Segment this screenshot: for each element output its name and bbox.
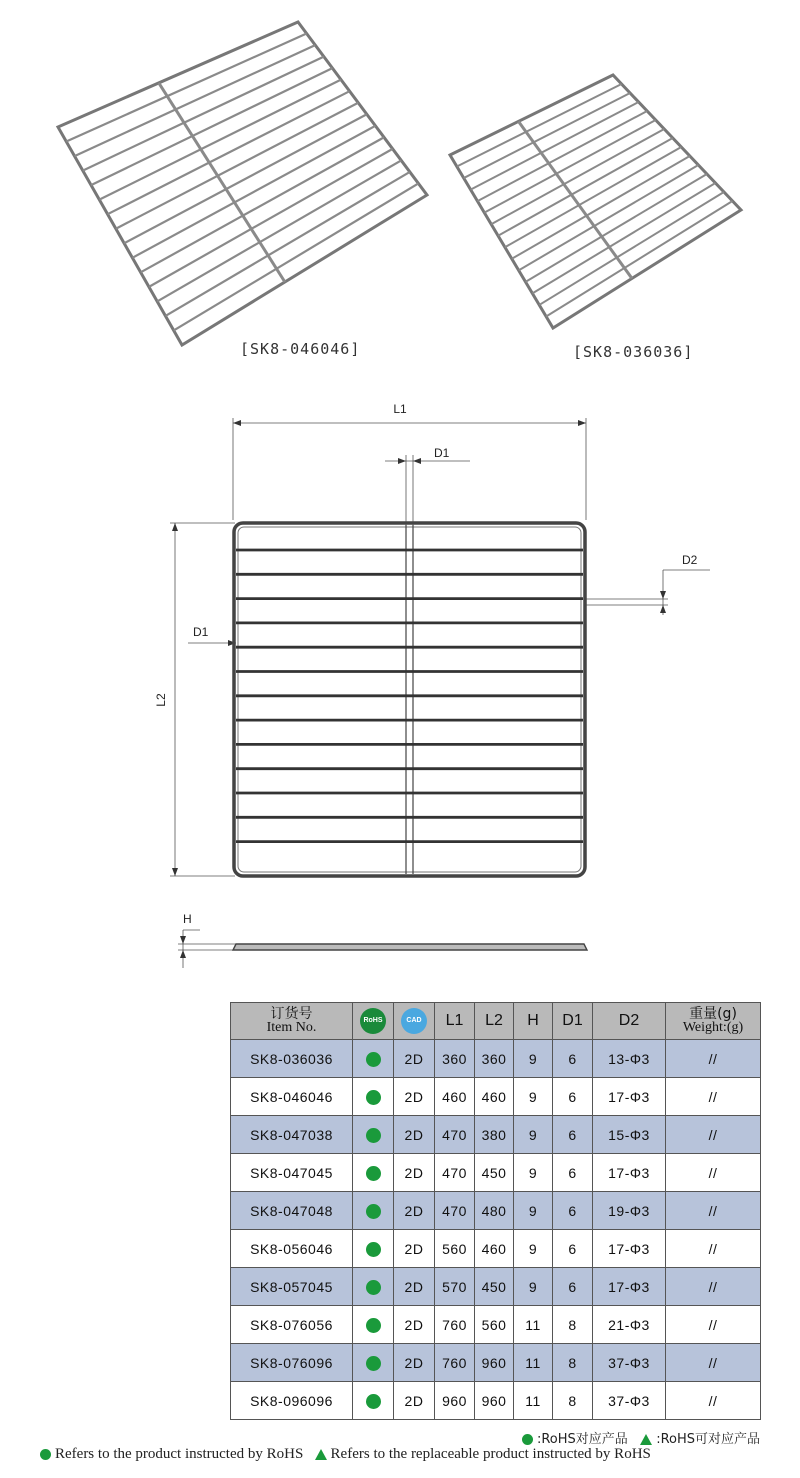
grid-wire	[132, 126, 375, 258]
rohs-icon: RoHS	[360, 1008, 386, 1034]
grid-wire	[141, 137, 384, 272]
cell-d2: 17-Φ3	[593, 1268, 666, 1306]
grid-wire	[546, 201, 732, 316]
rohs-dot-icon	[522, 1434, 533, 1445]
header-rohs	[353, 1003, 394, 1040]
cell-item: SK8-036036	[231, 1040, 353, 1078]
rohs-cell	[353, 1268, 394, 1306]
dim-label-l2: L2	[154, 693, 168, 707]
cell-h: 9	[514, 1192, 553, 1230]
table-row	[231, 1192, 761, 1230]
header-item-en: Item No.	[266, 1020, 317, 1035]
cell-h: 9	[514, 1040, 553, 1078]
grid-wire	[116, 103, 358, 229]
technical-drawing	[0, 390, 800, 980]
rohs-cell	[353, 1078, 394, 1116]
legend-cn-replaceable: :RoHS可对应产品	[656, 1432, 760, 1447]
header-item-cn: 订货号	[270, 1006, 313, 1022]
dim-label-h: H	[183, 912, 192, 926]
rohs-cell	[353, 1344, 394, 1382]
rohs-dot-icon	[366, 1166, 381, 1181]
cell-d2: 15-Φ3	[593, 1116, 666, 1154]
rohs-dot-icon	[366, 1052, 381, 1067]
header-weight-en: Weight:(g)	[682, 1020, 744, 1035]
header-item-no	[231, 1003, 353, 1040]
cell-d1: 6	[553, 1154, 593, 1192]
cell-d1: 8	[553, 1306, 593, 1344]
cell-cad: 2D	[394, 1306, 435, 1344]
product-photo-sk8-046046	[50, 15, 440, 350]
cell-weight: //	[666, 1230, 761, 1268]
cell-d1: 8	[553, 1382, 593, 1420]
cell-weight: //	[666, 1268, 761, 1306]
cell-cad: 2D	[394, 1078, 435, 1116]
rohs-cell	[353, 1306, 394, 1344]
cell-d1: 8	[553, 1344, 593, 1382]
cell-d1: 6	[553, 1116, 593, 1154]
grid-frame	[450, 75, 741, 328]
cell-d1: 6	[553, 1192, 593, 1230]
rohs-dot-icon	[366, 1128, 381, 1143]
table-row	[231, 1154, 761, 1192]
table-row	[231, 1116, 761, 1154]
table-row	[231, 1382, 761, 1420]
rohs-dot-icon	[40, 1449, 51, 1460]
cell-l1: 470	[435, 1192, 475, 1230]
cell-cad: 2D	[394, 1040, 435, 1078]
header-l1: L1	[435, 1003, 475, 1040]
legend-en	[40, 1446, 762, 1463]
rohs-cell	[353, 1382, 394, 1420]
cell-d1: 6	[553, 1040, 593, 1078]
cell-l2: 960	[475, 1344, 514, 1382]
cell-item: SK8-047038	[231, 1116, 353, 1154]
cell-l2: 460	[475, 1078, 514, 1116]
header-d2: D2	[593, 1003, 666, 1040]
cell-h: 11	[514, 1344, 553, 1382]
cell-d2: 17-Φ3	[593, 1078, 666, 1116]
grid-wire	[157, 160, 401, 301]
cell-item: SK8-047045	[231, 1154, 353, 1192]
cell-cad: 2D	[394, 1344, 435, 1382]
dim-label-l1: L1	[393, 402, 407, 416]
header-weight	[666, 1003, 761, 1040]
cell-l1: 760	[435, 1344, 475, 1382]
cell-item: SK8-076096	[231, 1344, 353, 1382]
cell-l2: 380	[475, 1116, 514, 1154]
cell-item: SK8-047048	[231, 1192, 353, 1230]
grid-wire	[491, 129, 664, 224]
cell-l1: 960	[435, 1382, 475, 1420]
cell-weight: //	[666, 1078, 761, 1116]
cell-l2: 450	[475, 1268, 514, 1306]
table-row	[231, 1078, 761, 1116]
grid-wire	[471, 102, 639, 190]
table-row	[231, 1040, 761, 1078]
cell-item: SK8-056046	[231, 1230, 353, 1268]
cell-d2: 17-Φ3	[593, 1154, 666, 1192]
cell-cad: 2D	[394, 1230, 435, 1268]
product-caption-2: [SK8-036036]	[573, 343, 694, 361]
grid-wire	[165, 172, 409, 316]
cell-item: SK8-096096	[231, 1382, 353, 1420]
replaceable-triangle-icon	[640, 1434, 652, 1445]
dim-label-d1-left: D1	[193, 625, 209, 639]
cell-h: 9	[514, 1116, 553, 1154]
cell-h: 11	[514, 1382, 553, 1420]
rohs-dot-icon	[366, 1242, 381, 1257]
cell-cad: 2D	[394, 1192, 435, 1230]
cell-l2: 960	[475, 1382, 514, 1420]
rohs-dot-icon	[366, 1356, 381, 1371]
header-l2: L2	[475, 1003, 514, 1040]
cell-h: 9	[514, 1268, 553, 1306]
grid-wire	[532, 183, 715, 293]
table-row	[231, 1344, 761, 1382]
cell-d2: 13-Φ3	[593, 1040, 666, 1078]
cell-l2: 460	[475, 1230, 514, 1268]
cell-weight: //	[666, 1192, 761, 1230]
grid-wire	[477, 111, 647, 201]
rohs-cell	[353, 1154, 394, 1192]
cell-h: 9	[514, 1230, 553, 1268]
grid-frame	[58, 22, 427, 345]
grid-wire	[174, 183, 419, 330]
cell-weight: //	[666, 1306, 761, 1344]
cell-l2: 560	[475, 1306, 514, 1344]
legend-cn-rohs: :RoHS对应产品	[536, 1432, 628, 1447]
spec-table	[230, 1002, 761, 1420]
cell-h: 9	[514, 1078, 553, 1116]
dim-label-d1-top: D1	[434, 446, 450, 460]
grid-wire	[484, 120, 655, 213]
grid-wire	[539, 192, 724, 305]
rohs-dot-icon	[366, 1394, 381, 1409]
header-h: H	[514, 1003, 553, 1040]
rohs-dot-icon	[366, 1090, 381, 1105]
cell-item: SK8-046046	[231, 1078, 353, 1116]
rohs-dot-icon	[366, 1280, 381, 1295]
cell-d1: 6	[553, 1268, 593, 1306]
cell-l1: 470	[435, 1116, 475, 1154]
legend-en-replaceable: Refers to the replaceable product instructed by RoHS	[330, 1446, 651, 1462]
cell-weight: //	[666, 1382, 761, 1420]
cell-d2: 37-Φ3	[593, 1344, 666, 1382]
table-row	[231, 1306, 761, 1344]
cell-h: 11	[514, 1306, 553, 1344]
cell-l2: 480	[475, 1192, 514, 1230]
legend-cn	[522, 1428, 760, 1447]
cell-cad: 2D	[394, 1382, 435, 1420]
cell-item: SK8-057045	[231, 1268, 353, 1306]
rohs-cell	[353, 1230, 394, 1268]
cell-l1: 360	[435, 1040, 475, 1078]
table-row	[231, 1268, 761, 1306]
cell-d2: 21-Φ3	[593, 1306, 666, 1344]
cell-weight: //	[666, 1040, 761, 1078]
cell-d2: 19-Φ3	[593, 1192, 666, 1230]
rohs-dot-icon	[366, 1204, 381, 1219]
cell-weight: //	[666, 1154, 761, 1192]
cell-l1: 570	[435, 1268, 475, 1306]
cell-l2: 450	[475, 1154, 514, 1192]
rohs-cell	[353, 1040, 394, 1078]
cell-cad: 2D	[394, 1116, 435, 1154]
grid-wire	[149, 149, 393, 287]
table-row	[231, 1230, 761, 1268]
cell-d2: 37-Φ3	[593, 1382, 666, 1420]
header-cad	[394, 1003, 435, 1040]
legend-en-rohs: Refers to the product instructed by RoHS	[55, 1446, 304, 1462]
cell-l1: 470	[435, 1154, 475, 1192]
cell-cad: 2D	[394, 1154, 435, 1192]
rohs-cell	[353, 1192, 394, 1230]
cell-d1: 6	[553, 1078, 593, 1116]
cell-l2: 360	[475, 1040, 514, 1078]
cell-weight: //	[666, 1116, 761, 1154]
dim-label-d2: D2	[682, 553, 698, 567]
cad-icon: CAD	[401, 1008, 427, 1034]
cell-weight: //	[666, 1344, 761, 1382]
rohs-dot-icon	[366, 1318, 381, 1333]
product-caption-1: [SK8-046046]	[240, 340, 361, 358]
cell-l1: 760	[435, 1306, 475, 1344]
cell-d2: 17-Φ3	[593, 1230, 666, 1268]
rohs-cell	[353, 1116, 394, 1154]
cell-l1: 460	[435, 1078, 475, 1116]
replaceable-triangle-icon	[315, 1449, 327, 1460]
cell-h: 9	[514, 1154, 553, 1192]
cell-d1: 6	[553, 1230, 593, 1268]
grid-wire	[498, 138, 673, 236]
grid-wire	[505, 147, 681, 247]
cell-l1: 560	[435, 1230, 475, 1268]
product-photo-sk8-036036	[445, 70, 745, 335]
header-weight-cn: 重量(g)	[689, 1006, 737, 1022]
cell-item: SK8-076056	[231, 1306, 353, 1344]
header-d1: D1	[553, 1003, 593, 1040]
cell-cad: 2D	[394, 1268, 435, 1306]
